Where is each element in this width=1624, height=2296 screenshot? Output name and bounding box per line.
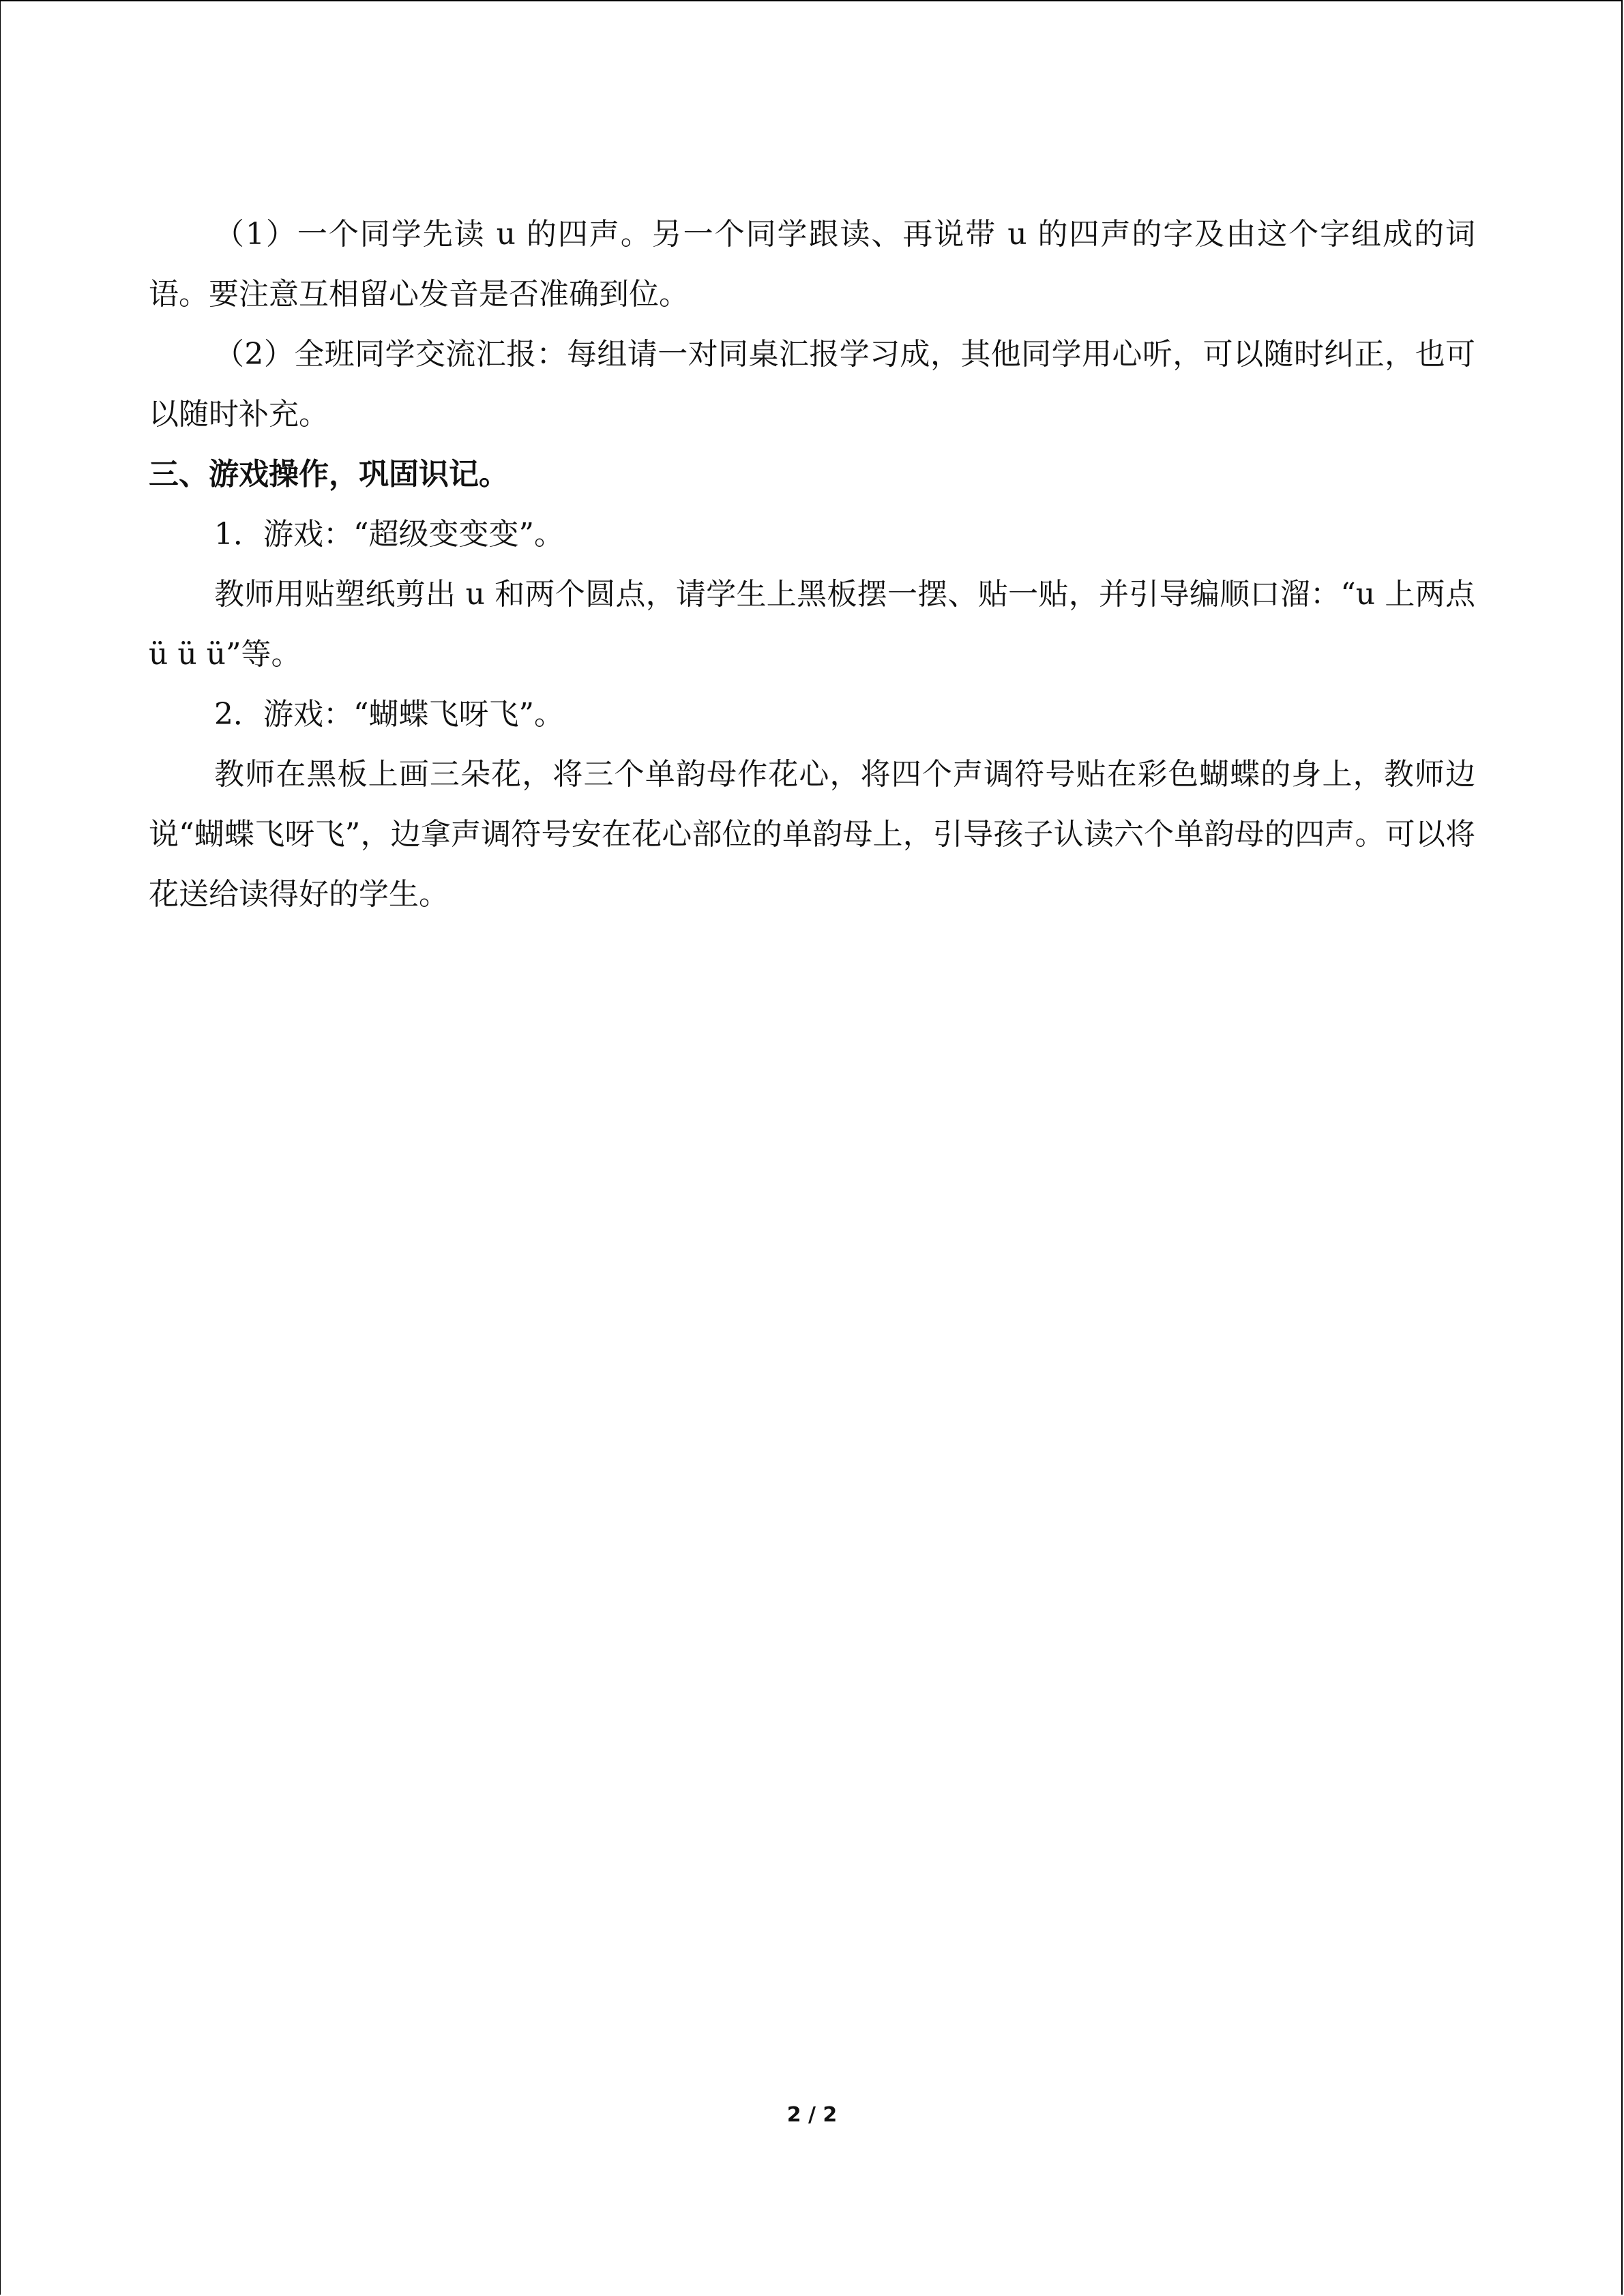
paragraph-1: （1）一个同学先读 u 的四声。另一个同学跟读、再说带 u 的四声的字及由这个字组成的词语。要注意互相留心发音是否准确到位。 bbox=[149, 217, 1475, 312]
document-body bbox=[149, 205, 1475, 925]
paragraph-game-1-body: 教师用贴塑纸剪出 u 和两个圆点，请学生上黑板摆一摆、贴一贴，并引导编顺口溜：“u 上两点 ü ü ü”等。 bbox=[149, 577, 1475, 672]
paragraph-2: （2）全班同学交流汇报：每组请一对同桌汇报学习成，其他同学用心听，可以随时纠正，也可以随时补充。 bbox=[149, 337, 1475, 432]
page-number: 2 / 2 bbox=[786, 2103, 838, 2127]
paragraph-game-2-body: 教师在黑板上画三朵花，将三个单韵母作花心，将四个声调符号贴在彩色蝴蝶的身上，教师边说“蝴蝶飞呀飞”，边拿声调符号安在花心部位的单韵母上，引导孩子认读六个单韵母的四声。可以将花送给读得好的学生。 bbox=[149, 757, 1475, 912]
section-heading: 三、游戏操作，巩固识记。 bbox=[149, 457, 509, 492]
paragraph-game-2-title: 2．游戏：“蝴蝶飞呀飞”。 bbox=[214, 697, 564, 732]
paragraph-game-1-title: 1．游戏：“超级变变变”。 bbox=[214, 517, 564, 552]
